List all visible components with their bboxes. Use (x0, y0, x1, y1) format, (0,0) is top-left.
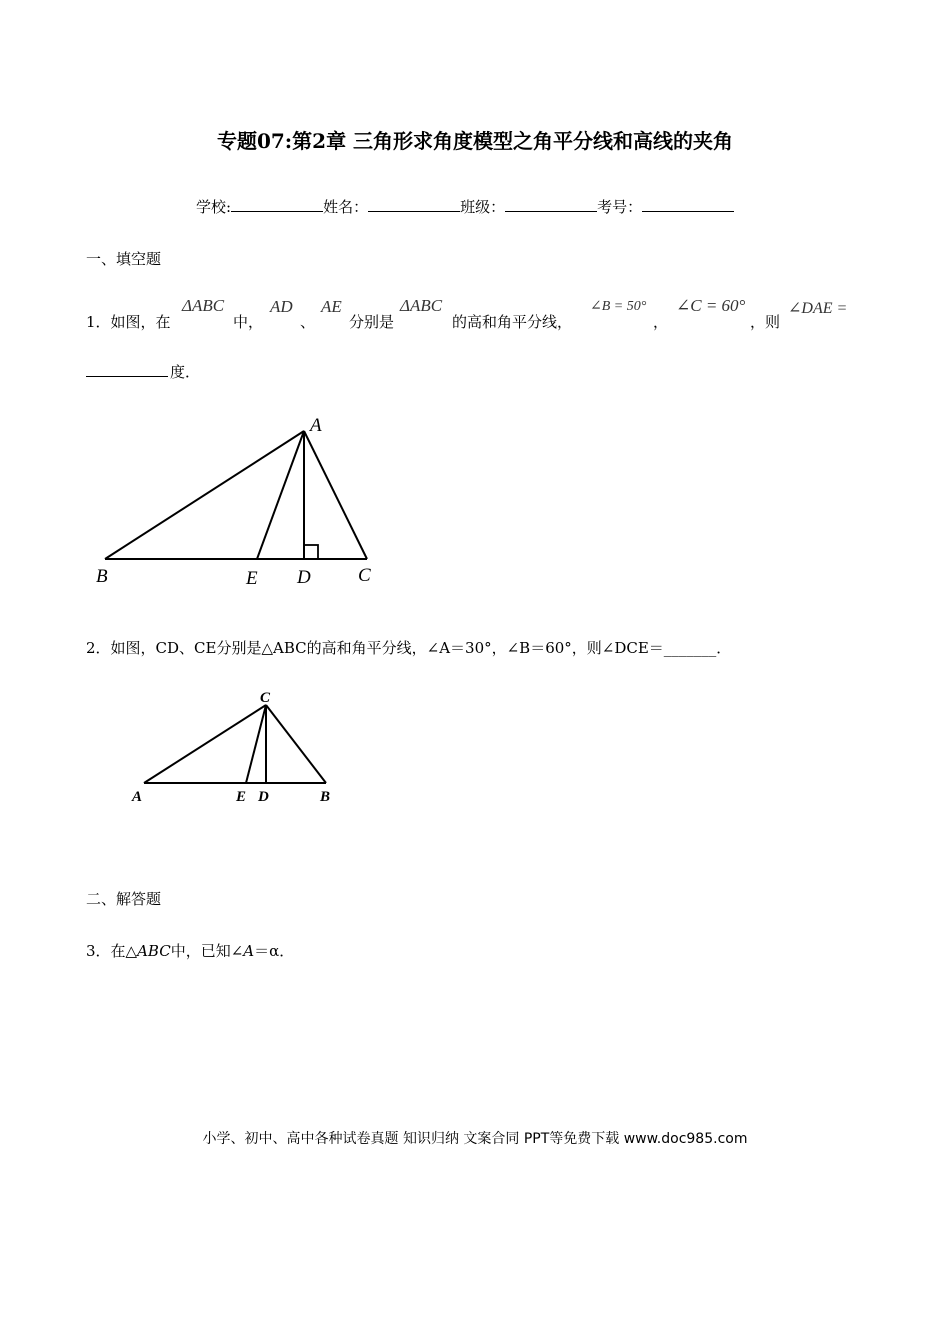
question-3 (86, 940, 294, 961)
school-blank[interactable] (231, 197, 323, 212)
q3-mid: 中，已知∠ (170, 942, 244, 960)
section-fill-in: 一、填空题 (86, 250, 162, 268)
page-footer: 小学、初中、高中各种试卷真题 知识归纳 文案合同 PPT等免费下载 www.doc985.com (202, 1131, 748, 1147)
q1-right-angle-mark (304, 545, 318, 559)
q3-a: A (243, 942, 255, 960)
exam-no-blank[interactable] (642, 197, 734, 212)
q2-label-b: B (320, 789, 331, 805)
q1-label-e: E (246, 568, 258, 589)
q2-triangle-figure (120, 685, 350, 810)
q1-triangle-figure (80, 405, 400, 595)
q1-dun: 、 (300, 313, 316, 331)
q1-label-a: A (310, 415, 322, 436)
q1-triangle-abc-2: ΔABC (400, 296, 443, 315)
student-info-line (196, 196, 734, 217)
q1-side-ab (105, 431, 304, 559)
section-answer: 二、解答题 (86, 890, 162, 908)
q1-angle-c: ∠C = 60° (676, 296, 746, 315)
q1-answer-blank[interactable] (86, 362, 168, 377)
q1-text-ze: ，则 (750, 313, 781, 331)
q1-text-du: 度． (170, 363, 201, 381)
q1-label-d: D (297, 567, 311, 588)
class-blank[interactable] (505, 197, 597, 212)
q1-side-ac (304, 431, 367, 559)
q2-label-a: A (132, 789, 143, 805)
q1-text-fen: 分别是 (349, 313, 395, 331)
q1-label-c: C (358, 565, 371, 586)
q1-text-gao: 的高和角平分线， (452, 313, 573, 331)
exam-no-label: 考号： (597, 198, 643, 216)
q3-abc: ABC (137, 942, 171, 960)
q2-label-c: C (260, 690, 271, 706)
q1-angle-b: ∠B = 50° (590, 299, 647, 314)
question-2: 2．如图，CD、CE分别是△ABC的高和角平分线，∠A＝30°，∠B＝60°，则∠DCE＝_______． (86, 639, 732, 657)
q1-text-zhong: 中， (233, 313, 264, 331)
q2-side-bc (266, 705, 326, 783)
q3-number: 3．在△ (86, 942, 138, 960)
class-label: 班级： (460, 198, 506, 216)
q1-ad: AD (270, 297, 293, 316)
name-label: 姓名： (323, 198, 369, 216)
q2-side-ac (144, 705, 266, 783)
q2-label-e: E (236, 789, 247, 805)
q1-triangle-abc: ΔABC (182, 296, 225, 315)
name-blank[interactable] (368, 197, 460, 212)
q3-end: ＝α． (254, 942, 295, 960)
school-label: 学校: (196, 198, 232, 216)
q1-ae: AE (321, 297, 342, 316)
q1-comma: ， (653, 313, 669, 331)
q1-bisector-ae (257, 431, 304, 559)
q2-label-d: D (258, 789, 269, 805)
q1-angle-dae: ∠DAE = (788, 300, 848, 317)
page-title: 专题07:第2章 三角形求角度模型之角平分线和高线的夹角 (216, 129, 734, 153)
q1-label-b: B (96, 566, 108, 587)
q1-number: 1．如图，在 (86, 313, 171, 331)
